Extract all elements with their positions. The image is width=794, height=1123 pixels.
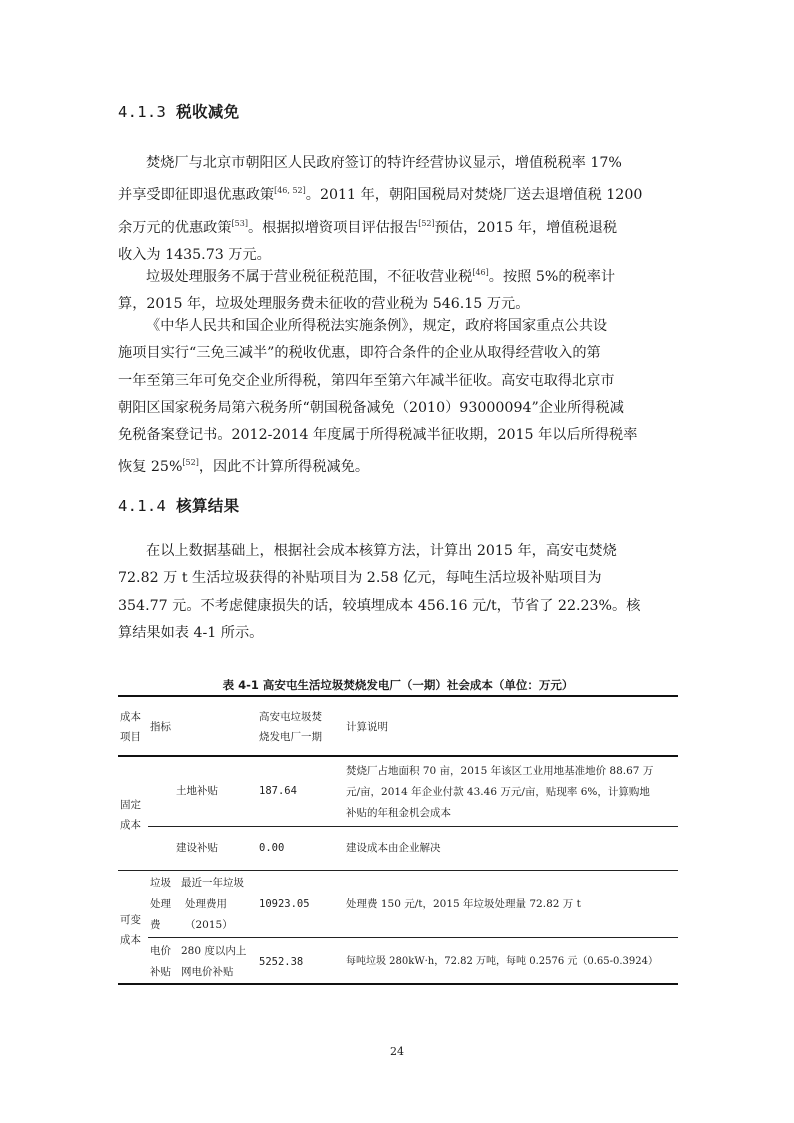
table-top-rule xyxy=(118,695,678,697)
page-number: 24 xyxy=(390,1045,404,1058)
indicator-waste-fee-1: 垃圾 xyxy=(150,877,171,889)
text-span: 。按照 5%的税率计 xyxy=(488,269,616,285)
text-line: 算，2015 年，垃圾处理服务费未征收的营业税为 546.15 万元。 xyxy=(118,296,530,313)
header-plant-1: 高安屯垃圾焚 xyxy=(259,711,322,723)
text-line: 算结果如表 4-1 所示。 xyxy=(118,624,264,641)
section-title: 税收减免 xyxy=(176,103,240,121)
text-line xyxy=(118,210,678,242)
text-line: 施项目实行“三免三减半”的税收优惠，即符合条件的企业从取得经营收入的第 xyxy=(118,345,601,362)
text-line: 354.77 元。不考虑健康损失的话，较填埋成本 456.16 元/t，节省了 22.23%。核 xyxy=(118,597,641,614)
text-line: 焚烧厂与北京市朝阳区人民政府签订的特许经营协议显示，增值税税率 17% xyxy=(146,155,622,171)
text-line xyxy=(118,177,678,209)
text-span: ，因此不计算所得税减免。 xyxy=(198,459,370,476)
citation: [46] xyxy=(472,268,489,277)
text-line: 《中华人民共和国企业所得税法实施条例》，规定，政府将国家重点公共设 xyxy=(146,318,608,334)
section-number: 4.1.4 xyxy=(118,497,167,515)
sub-indicator-waste-3: （2015） xyxy=(185,919,233,931)
table-bottom-rule xyxy=(118,983,678,985)
text-line: 收入为 1435.73 万元。 xyxy=(118,246,271,263)
row-divider xyxy=(148,937,678,938)
value-power-subsidy: 5252.38 xyxy=(259,956,304,968)
text-line: 在以上数据基础上，根据社会成本核算方法，计算出 2015 年，高安屯焚烧 xyxy=(146,543,617,559)
group-label-variable-2: 成本 xyxy=(120,934,141,946)
table-header-rule xyxy=(118,755,678,757)
header-cost-item-1: 成本 xyxy=(120,711,141,723)
citation: [52] xyxy=(418,218,435,228)
value-build-subsidy: 0.00 xyxy=(259,842,285,854)
citation: [46, 52] xyxy=(274,186,306,196)
header-note: 计算说明 xyxy=(346,721,388,733)
sub-indicator-waste-1: 最近一年垃圾 xyxy=(181,877,244,889)
note-power-subsidy: 每吨垃圾 280kW·h，72.82 万吨，每吨 0.2576 元（0.65-0.3924） xyxy=(346,956,659,967)
text-line: 72.82 万 t 生活垃圾获得的补贴项目为 2.58 亿元，每吨生活垃圾补贴项目为 xyxy=(118,570,602,587)
group-label-fixed-1: 固定 xyxy=(120,799,141,811)
indicator-build-subsidy: 建设补贴 xyxy=(176,842,218,854)
indicator-power-2: 补贴 xyxy=(150,966,171,978)
text-span: 余万元的优惠政策 xyxy=(118,219,232,236)
paragraph-business-tax xyxy=(118,259,678,319)
note-build: 建设成本由企业解决 xyxy=(346,842,441,854)
value-land-subsidy: 187.64 xyxy=(259,785,297,797)
section-number: 4.1.3 xyxy=(118,103,167,121)
text-line: 免税备案登记书。2012-2014 年度属于所得税减半征收期，2015 年以后所得税率 xyxy=(118,427,638,444)
text-line: 一年至第三年可免交企业所得税，第四年至第六年减半征收。高安屯取得北京市 xyxy=(118,372,615,389)
text-span: 预估，2015 年，增值税退税 xyxy=(434,219,618,236)
text-span: 并享受即征即退优惠政策 xyxy=(118,187,275,204)
sub-indicator-power-2: 网电价补贴 xyxy=(181,966,234,978)
paragraph-results xyxy=(118,538,678,647)
header-indicator: 指标 xyxy=(150,721,171,733)
sub-indicator-power-1: 280 度以内上 xyxy=(181,945,247,957)
note-land-1: 焚烧厂占地面积 70 亩，2015 年该区工业用地基准地价 88.67 万 xyxy=(346,765,654,777)
header-plant-2: 烧发电厂一期 xyxy=(259,731,322,743)
group-label-variable-1: 可变 xyxy=(120,914,141,926)
note-land-3: 补贴的年租金机会成本 xyxy=(346,807,451,819)
text-line: 朝阳区国家税务局第六税务所“朝国税备减免（2010）93000094”企业所得税减 xyxy=(118,399,624,416)
section-heading-4-1-3 xyxy=(118,100,239,122)
group-label-fixed-2: 成本 xyxy=(120,819,141,831)
text-span: 。2011 年，朝阳国税局对焚烧厂送去退增值税 1200 xyxy=(305,187,643,204)
table-caption: 表 4-1 高安屯生活垃圾焚烧发电厂（一期）社会成本（单位：万元） xyxy=(222,678,574,692)
paragraph-vat xyxy=(118,150,678,269)
note-land-2: 元/亩，2014 年企业付款 43.46 万元/亩，贴现率 6%，计算购地 xyxy=(346,786,650,798)
text-span: 恢复 25% xyxy=(118,459,183,476)
group-divider xyxy=(118,870,678,871)
indicator-land-subsidy: 土地补贴 xyxy=(176,785,218,797)
text-line xyxy=(118,449,678,481)
text-line xyxy=(118,259,678,291)
indicator-waste-fee-3: 费 xyxy=(150,919,161,931)
text-span: 垃圾处理服务不属于营业税征税范围，不征收营业税 xyxy=(146,269,473,285)
indicator-power-1: 电价 xyxy=(150,945,171,957)
indicator-waste-fee-2: 处理 xyxy=(150,898,171,910)
row-divider xyxy=(148,826,678,827)
sub-indicator-waste-2: 处理费用 xyxy=(185,898,227,910)
section-title: 核算结果 xyxy=(176,497,240,515)
paragraph-income-tax xyxy=(118,313,678,482)
value-waste-fee: 10923.05 xyxy=(259,898,310,910)
citation: [52] xyxy=(182,458,199,468)
text-span: 。根据拟增资项目评估报告 xyxy=(247,219,419,236)
section-heading-4-1-4 xyxy=(118,494,239,516)
header-cost-item-2: 项目 xyxy=(120,731,141,743)
note-waste-fee: 处理费 150 元/t，2015 年垃圾处理量 72.82 万 t xyxy=(346,898,581,910)
citation: [53] xyxy=(231,218,248,228)
